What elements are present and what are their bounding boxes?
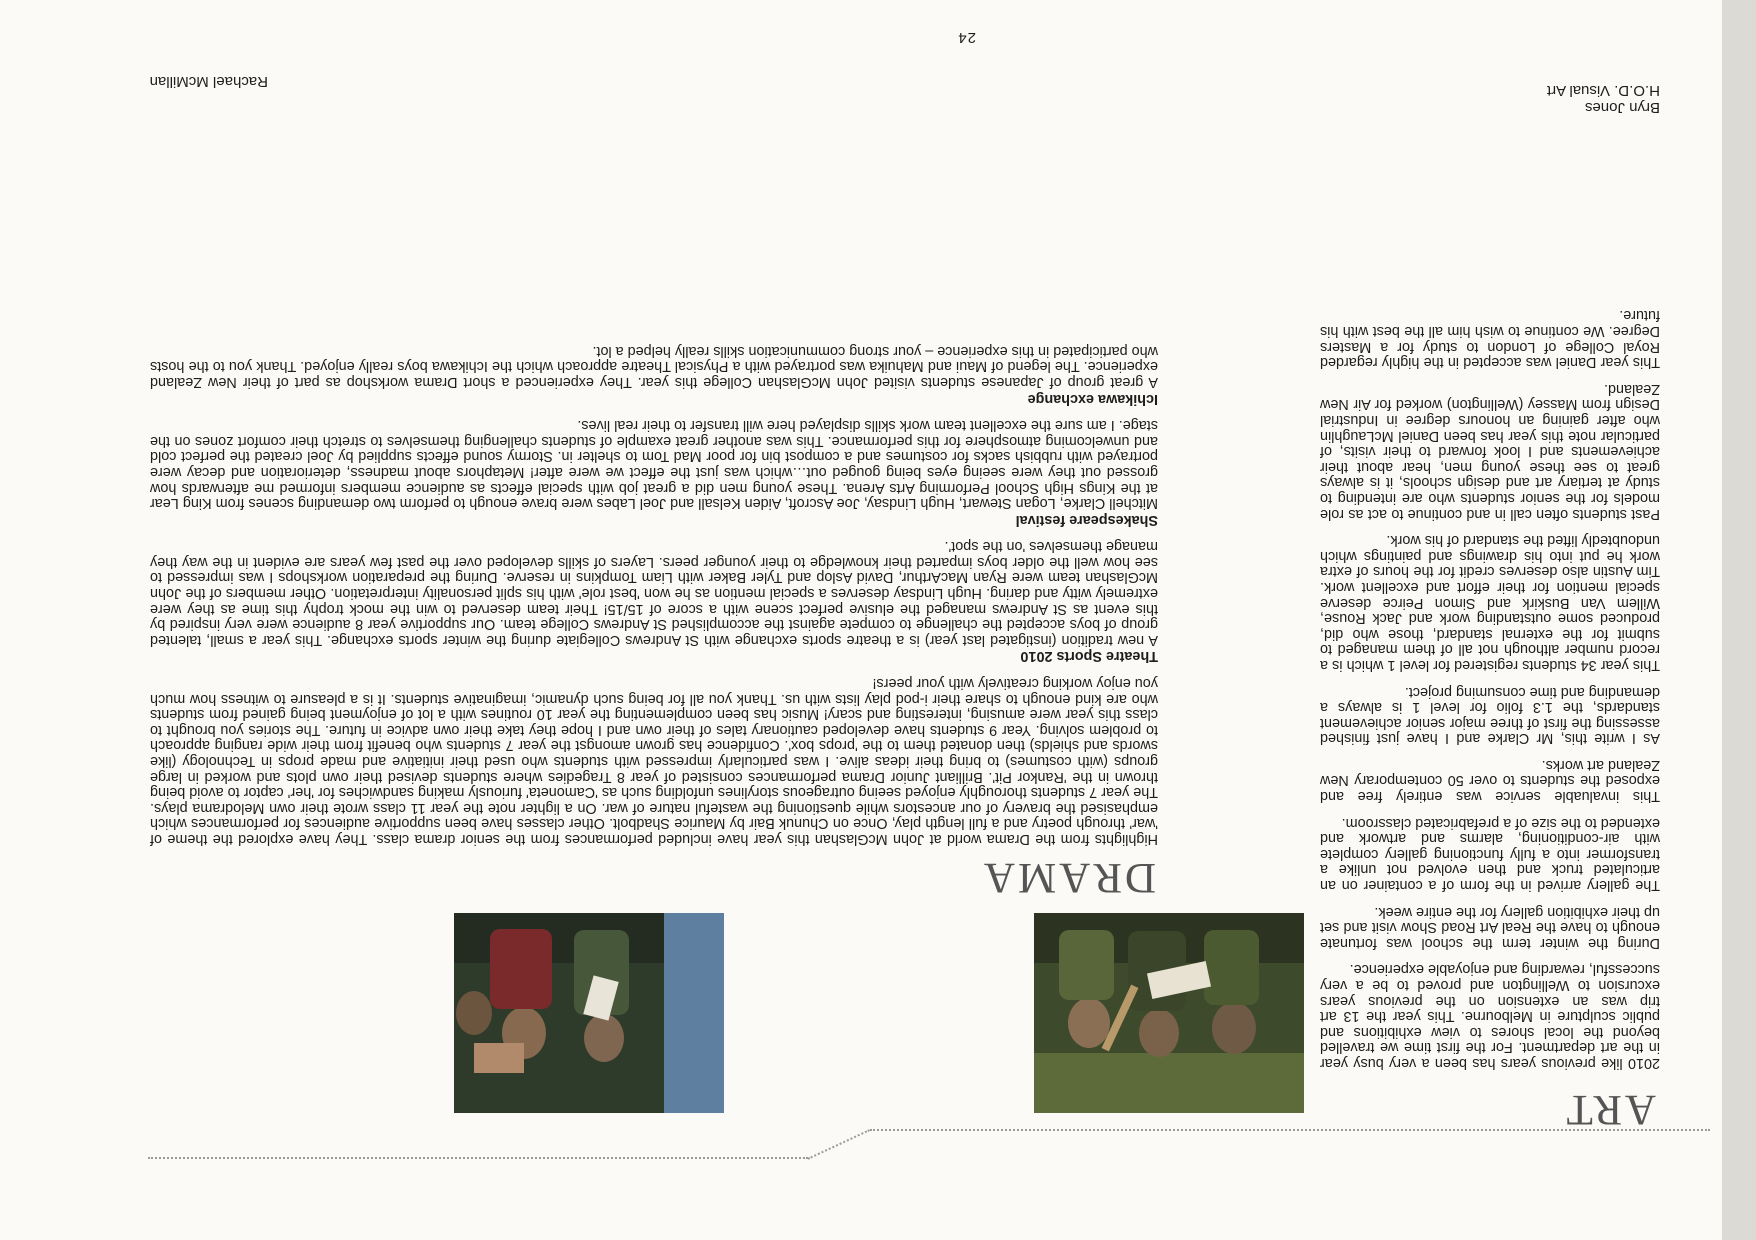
art-paragraph: This year 34 students registered for level 1 which is a record number although not all of them managed to submit for the external standard, those who did, produced some outstanding work and Jack Rouse, Willem Van Buskirk and Simon Peirce deserve special mention for their effort and excellent work. Tim Austin also deserves credit for the hours of extra work he put into his drawings and paintings which undoubtedly lifted the standard of his work.: [1320, 532, 1660, 673]
art-paragraph: The gallery arrived in the form of a container on an articulated truck and then evolved not unlike a transformer into a fully functioning gallery complete with air-conditioning, alarms and artwork and extended to the size of a prefabricated classroom.: [1320, 814, 1660, 894]
drama-intro: Highlights from the Drama world at John McGlashan this year have included performances from the senior drama class. They have explored the theme of 'war' through poetry and a full length play, Once on Chunuk Bair by Maurice Shadbolt. Other classes have been supportive audiences for performances which emphasised the bravery of our ancestors while questioning the wasteful nature of war. On a lighter note the year 11 class wrote their own Melodrama plays. The year 7 students thoroughly enjoyed seeing outrageous storylines unfolding such as 'Camoneta' furiously making sandwiches for 'her' captor to avoid being thrown in the 'Rankor Pit'. Brilliant Junior Drama performances consisted of year 8 Tragedies where students devised their own plots and worked in large groups (with costumes) to bring their ideas alive. I was particularly impressed with students who used their initiative and made props in Technology (like swords and shields) then donated them to the 'props box'. Confidence has grown amongst the year 7 students who benefit from their wide ranging approach to problem solving. Year 9 students have developed cautionary tales of their own and I hope they take their own advice in future. The stories you brought to class this year were amusing, interesting and scary! Music has been complementing the year 10 routines with a lot of enjoyment being gained from students who are kind enough to share their i-pod play lists with us. Thank you all for being such dynamic, imaginative students. It is a pleasure to witness how much you enjoy working creatively with your peers!: [150, 675, 1158, 847]
art-paragraph: As I write this, Mr Clarke and I have just finished assessing the first of three major senior achievement standards, the 1.3 folio for level 1 is always a demanding and time consuming project.: [1320, 683, 1660, 747]
drama-title: DRAMA: [980, 854, 1156, 901]
drama-section-shakespeare: [150, 417, 1158, 527]
section-text: Mitchell Clarke, Logan Stewart, Hugh Lindsay, Joe Ascroft, Aiden Kelsall and Joel Labes were brave enough to perform two demanding scenes from King Lear at the Kings High School Performing Arts Arena. These young men did a great job with special effects as audience members informed me afterwards how grossed out they were seeing eyes being gouged out…which was just the effect we were after! Metaphors about madness, deterioration and decay were portrayed with rubbish sacks for costumes and a compost bin for poor Mad Tom to shelter in. Stormy sound effects supplied by Joel created the perfect cold and unwelcoming atmosphere for this performance. This was another great example of students challenging themselves to stretch their comfort zones on the stage. I am sure the excellent team work skills displayed here will transfer to their real lives.: [150, 417, 1158, 512]
art-title: ART: [1563, 1086, 1656, 1133]
art-signature-name: Bryn Jones: [1584, 99, 1660, 116]
section-heading: Theatre Sports 2010: [1020, 648, 1158, 665]
section-heading: Shakespeare festival: [1015, 511, 1158, 528]
drama-photo-left: [1034, 913, 1304, 1113]
drama-section-ichikawa: [150, 342, 1158, 405]
section-text: A new tradition (instigated last year) is a theatre sports exchange with St Andrews Collegiate during the winter sports exchange. This year a small, talented group of boys accepted the challenge to compete against the accomplished St Andrews College team. Our supportive year 8 audience were very inspired by this event as St Andrews managed the elusive perfect scene with a score of 15/15! Their team deserved to win the mock trophy this time as they were extremely witty and daring. Hugh Lindsay deserves a special mention as he won 'best role' with his split personality interpretation. Other members of the John McGlashan team were Ryan MacArthur, David Aslop and Tyler Baker with Liam Tompkins in reserve. During the preparation workshops I was impressed to see how well the older boys imparted their knowledge to their younger peers. Layers of skills developed over the past few years are evident in the way they manage themselves 'on the spot'.: [150, 538, 1158, 648]
art-paragraph: This invaluable service was entirely free and exposed the students to over 50 contemporary New Zealand art works.: [1320, 756, 1660, 805]
page-number: 24: [957, 29, 976, 46]
photo-students-performing-icon: [1034, 913, 1304, 1113]
art-signature: [1547, 82, 1660, 116]
dotted-rule-right: [148, 1157, 808, 1159]
art-signature-role: H.O.D. Visual Art: [1546, 82, 1660, 99]
dotted-rule-diagonal: [808, 1129, 870, 1160]
photo-students-on-stage-icon: [454, 913, 724, 1113]
art-paragraph: 2010 like previous years has been a very busy year in the art department. For the first time we travelled beyond the local shores to view exhibitions and public sculpture in Melbourne. This year the 13 art trip was an extension on the previous years excursion to Wellington and proved to be a very successful, rewarding and enjoyable experience.: [1320, 961, 1660, 1071]
art-column: [1320, 296, 1660, 1070]
scan-edge: [1722, 0, 1756, 1240]
art-paragraph: During the winter term the school was fortunate enough to have the Real Art Road Show visit and set up their exhibition gallery for the entire week.: [1320, 903, 1660, 951]
drama-photo-right: [454, 913, 724, 1113]
drama-signature: Rachael McMillan: [149, 73, 268, 90]
section-heading: Ichikawa exchange: [1027, 390, 1158, 407]
drama-section-theatre-sports: [150, 538, 1158, 664]
drama-column: [150, 331, 1158, 846]
section-text: A great group of Japanese students visited John McGlashan College this year. They experienced a short Drama workshop as part of their New Zealand experience. The legend of Maui and Mahuika was portrayed with a Physical Theatre approach which the Ichikawa boys really enjoyed. Thank you to the hosts who participated in this experience – your strong communication skills really helped a lot.: [150, 342, 1158, 390]
art-paragraph: This year Daniel was accepted in the highly regarded Royal College of London to study for a Masters Degree. We continue to wish him all the best with his future.: [1320, 307, 1660, 371]
art-paragraph: Past students often call in and continue to act as role models for the senior students who are intending to study at tertiary art and design schools, it is always great to see these young men, hear about their achievements and I look forward to their visits, of particular note this year has been Daniel McLaughlin who after gaining an honours degree in Industrial Design from Massey (Wellington) worked for Air New Zealand.: [1320, 380, 1660, 522]
